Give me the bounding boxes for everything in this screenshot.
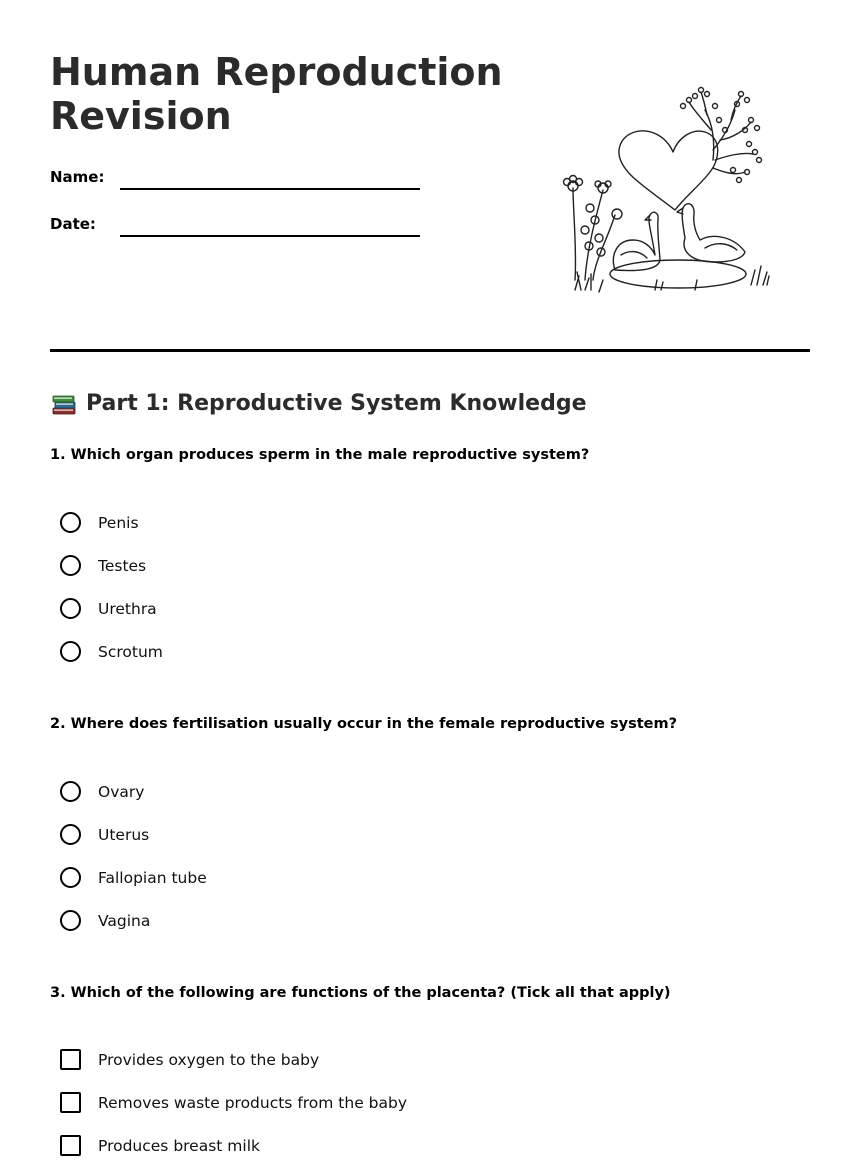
radio-button[interactable] xyxy=(60,598,81,619)
name-input-line[interactable] xyxy=(120,188,420,190)
date-field xyxy=(50,207,420,237)
radio-button[interactable] xyxy=(60,781,81,802)
q1-option-urethra[interactable] xyxy=(60,597,560,623)
part1-title-text: Part 1: Reproductive System Knowledge xyxy=(86,391,587,416)
option-label: Produces breast milk xyxy=(98,1137,260,1155)
part1-title xyxy=(50,388,587,420)
q3-option-oxygen[interactable] xyxy=(60,1048,560,1074)
worksheet-title xyxy=(50,50,530,138)
q1-option-scrotum[interactable] xyxy=(60,640,560,666)
option-label: Penis xyxy=(98,514,139,532)
q1-option-penis[interactable] xyxy=(60,511,560,537)
radio-button[interactable] xyxy=(60,910,81,931)
q2-option-ovary[interactable] xyxy=(60,780,560,806)
header-divider xyxy=(50,349,810,352)
q2-option-uterus[interactable] xyxy=(60,823,560,849)
heart-swans-illustration-icon xyxy=(555,80,780,305)
checkbox[interactable] xyxy=(60,1135,81,1156)
q2-option-vagina[interactable] xyxy=(60,909,560,935)
option-label: Vagina xyxy=(98,912,151,930)
q3-option-breast-milk[interactable] xyxy=(60,1134,560,1160)
name-label: Name: xyxy=(50,168,105,186)
date-label: Date: xyxy=(50,215,96,233)
q3-option-waste[interactable] xyxy=(60,1091,560,1117)
checkbox[interactable] xyxy=(60,1092,81,1113)
option-label: Uterus xyxy=(98,826,150,844)
option-label: Scrotum xyxy=(98,643,163,661)
q1-option-testes[interactable] xyxy=(60,554,560,580)
checkbox[interactable] xyxy=(60,1049,81,1070)
question-2: 2. Where does fertilisation usually occur in the female reproductive system? xyxy=(50,716,678,732)
date-input-line[interactable] xyxy=(120,235,420,237)
radio-button[interactable] xyxy=(60,641,81,662)
option-label: Removes waste products from the baby xyxy=(98,1094,408,1112)
q2-option-fallopian-tube[interactable] xyxy=(60,866,560,892)
question-3: 3. Which of the following are functions of the placenta? (Tick all that apply) xyxy=(50,985,671,1001)
radio-button[interactable] xyxy=(60,555,81,576)
title-line-1: Human Reproduction xyxy=(50,50,503,94)
option-label: Testes xyxy=(98,557,147,575)
option-label: Provides oxygen to the baby xyxy=(98,1051,320,1069)
radio-button[interactable] xyxy=(60,867,81,888)
title-line-2: Revision xyxy=(50,94,232,138)
option-label: Ovary xyxy=(98,783,145,801)
option-label: Fallopian tube xyxy=(98,869,207,887)
radio-button[interactable] xyxy=(60,512,81,533)
radio-button[interactable] xyxy=(60,824,81,845)
name-field xyxy=(50,160,420,190)
books-icon xyxy=(50,390,78,418)
question-1: 1. Which organ produces sperm in the male reproductive system? xyxy=(50,447,590,463)
option-label: Urethra xyxy=(98,600,157,618)
